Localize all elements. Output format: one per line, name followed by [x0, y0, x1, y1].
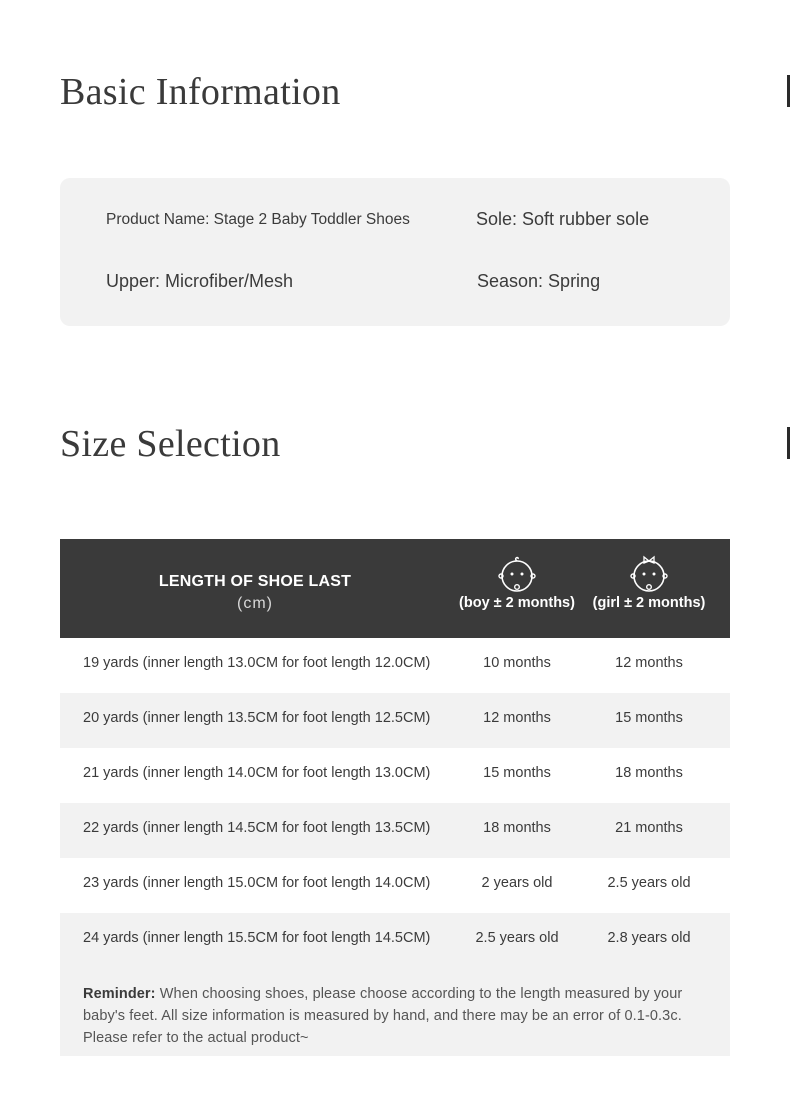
girl-age-cell: 2.5 years old — [607, 875, 691, 891]
basic-information-title: Basic Information — [60, 71, 341, 113]
girl-column-header — [583, 539, 715, 638]
reminder-text: When choosing shoes, please choose according to the length measured by your baby's feet. All size information is measured by hand, and there may be an error of 0.1-0.3c. Please refer to the actual product~ — [83, 986, 683, 1046]
baby-girl-face-icon — [629, 555, 669, 593]
season-field: Season: Spring — [477, 271, 601, 291]
length-header — [60, 539, 450, 638]
size-table-header — [60, 539, 730, 638]
shoe-length-cell: 20 yards (inner length 13.5CM for foot length 12.5CM) — [83, 710, 431, 726]
shoe-length-cell: 21 yards (inner length 14.0CM for foot length 13.0CM) — [83, 765, 431, 781]
size-row — [60, 913, 730, 968]
boy-age-cell: 2.5 years old — [475, 930, 559, 946]
size-row — [60, 803, 730, 858]
size-row — [60, 748, 730, 803]
girl-age-cell: 12 months — [615, 655, 683, 671]
girl-column-label: (girl ± 2 months) — [592, 595, 706, 611]
size-selection-title: Size Selection — [60, 423, 281, 465]
reminder-note — [60, 968, 730, 1056]
girl-age-cell: 18 months — [615, 765, 683, 781]
size-row — [60, 638, 730, 693]
boy-column-header — [451, 539, 583, 638]
product-name-field: Product Name: Stage 2 Baby Toddler Shoes — [106, 211, 410, 228]
boy-age-cell: 18 months — [483, 820, 551, 836]
boy-column-label: (boy ± 2 months) — [459, 595, 575, 611]
girl-age-cell: 15 months — [615, 710, 683, 726]
size-table — [60, 539, 730, 1056]
baby-boy-face-icon — [497, 555, 537, 593]
boy-age-cell: 10 months — [483, 655, 551, 671]
reminder-label: Reminder: — [83, 986, 156, 1002]
sole-field: Sole: Soft rubber sole — [476, 209, 650, 229]
size-row — [60, 858, 730, 913]
boy-age-cell: 12 months — [483, 710, 551, 726]
basic-info-card — [60, 178, 730, 326]
size-row — [60, 693, 730, 748]
boy-age-cell: 2 years old — [481, 875, 553, 891]
girl-age-cell: 21 months — [615, 820, 683, 836]
length-header-unit: (cm) — [237, 594, 273, 612]
girl-age-cell: 2.8 years old — [607, 930, 691, 946]
boy-age-cell: 15 months — [483, 765, 551, 781]
upper-field: Upper: Microfiber/Mesh — [106, 271, 294, 291]
shoe-length-cell: 22 yards (inner length 14.5CM for foot length 13.5CM) — [83, 820, 431, 836]
shoe-length-cell: 23 yards (inner length 15.0CM for foot length 14.0CM) — [83, 875, 431, 891]
shoe-length-cell: 24 yards (inner length 15.5CM for foot length 14.5CM) — [83, 930, 431, 946]
shoe-length-cell: 19 yards (inner length 13.0CM for foot length 12.0CM) — [83, 655, 431, 671]
length-header-label: LENGTH OF SHOE LAST — [158, 572, 352, 590]
